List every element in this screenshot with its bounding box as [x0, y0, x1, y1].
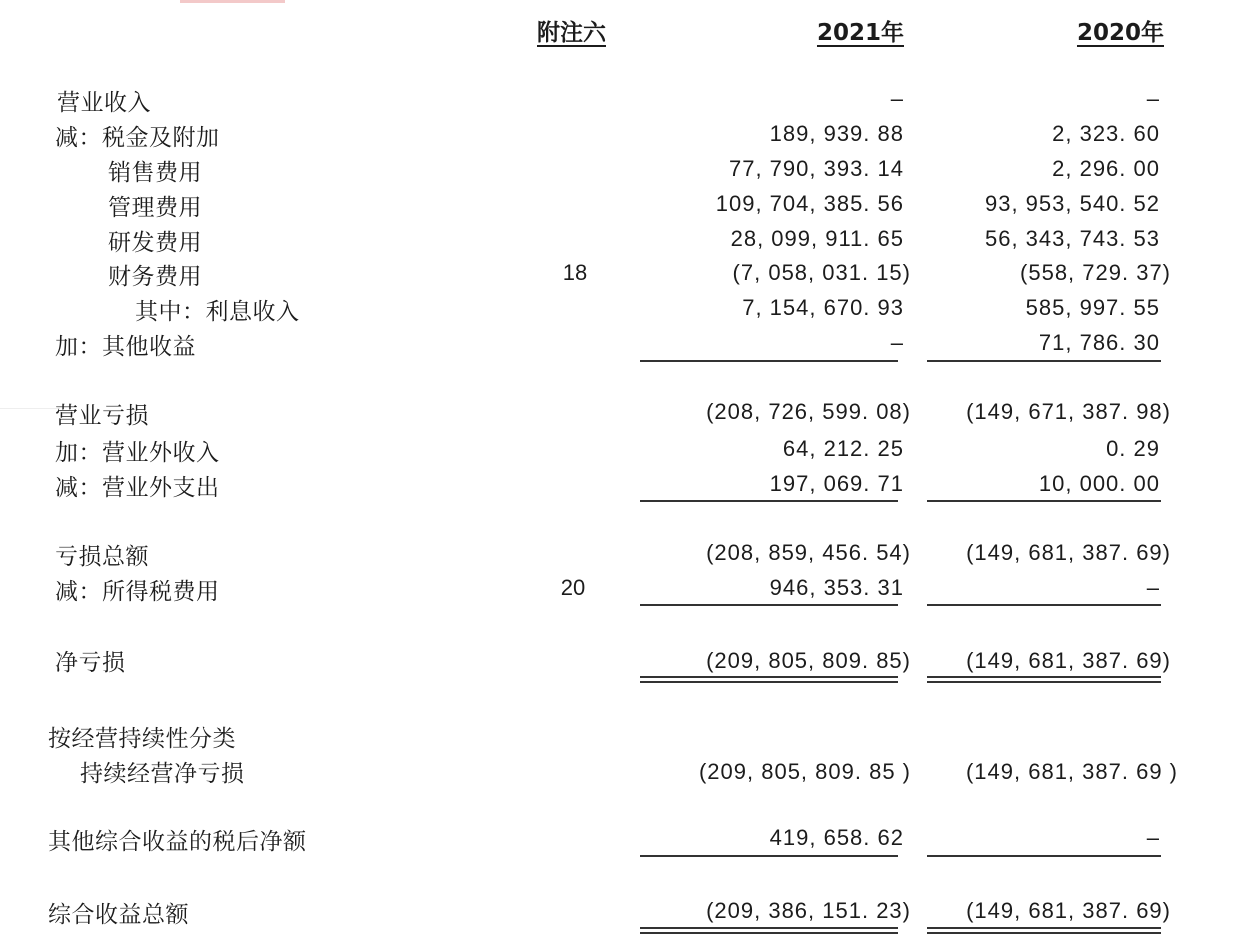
subtotal-rule-2021	[640, 604, 898, 606]
value-2021-admin-expenses: 109, 704, 385. 56	[715, 191, 904, 216]
value-2020-non-operating-income: 0. 29	[1106, 436, 1160, 461]
value-2020-other-income: 71, 786. 30	[1038, 330, 1160, 355]
header-note-column: 附注六	[537, 20, 606, 46]
value-2021-selling-expenses: 77, 790, 393. 14	[728, 156, 904, 181]
header-year-2021: 2021年	[816, 20, 904, 46]
row-label-income-tax: 减：所得税费用	[55, 579, 220, 605]
value-2020-selling-expenses: 2, 296. 00	[1052, 156, 1160, 181]
row-label-operating-loss: 营业亏损	[55, 403, 149, 429]
subtotal-rule-2020	[927, 855, 1161, 857]
scan-artifact-line	[0, 408, 60, 409]
total-double-rule-2020	[927, 676, 1161, 683]
row-label-interest-income: 其中：利息收入	[135, 299, 300, 325]
subtotal-rule-2021	[640, 500, 898, 502]
value-2021-rnd-expenses: 28, 099, 911. 65	[730, 226, 904, 251]
value-2020-continuing-ops-net-loss: (149, 681, 387. 69 )	[965, 759, 1178, 784]
row-label-net-loss: 净亏损	[55, 650, 126, 676]
row-label-finance-expenses: 财务费用	[108, 264, 202, 290]
value-2021-total-comprehensive-income: (209, 386, 151. 23)	[706, 898, 911, 923]
value-2020-non-operating-expenses: 10, 000. 00	[1038, 471, 1160, 496]
value-2020-income-tax: –	[1146, 575, 1160, 600]
note-ref-finance-expenses: 18	[562, 260, 588, 285]
row-label-non-operating-income: 加：营业外收入	[55, 440, 220, 466]
value-2020-admin-expenses: 93, 953, 540. 52	[984, 191, 1160, 216]
value-2020-revenue: –	[1146, 86, 1160, 111]
value-2021-oci-net-of-tax: 419, 658. 62	[769, 825, 904, 850]
value-2021-non-operating-expenses: 197, 069. 71	[769, 471, 904, 496]
value-2020-interest-income: 585, 997. 55	[1025, 295, 1160, 320]
row-label-total-loss: 亏损总额	[55, 544, 149, 570]
value-2020-taxes-surcharges: 2, 323. 60	[1052, 121, 1160, 146]
value-2021-net-loss: (209, 805, 809. 85)	[706, 648, 911, 673]
note-ref-income-tax: 20	[560, 575, 586, 600]
value-2021-interest-income: 7, 154, 670. 93	[742, 295, 904, 320]
value-2021-continuing-ops-net-loss: (209, 805, 809. 85 )	[698, 759, 911, 784]
subtotal-rule-2020	[927, 604, 1161, 606]
row-label-taxes-surcharges: 减：税金及附加	[55, 125, 220, 151]
value-2021-revenue: –	[890, 86, 904, 111]
value-2021-taxes-surcharges: 189, 939. 88	[769, 121, 904, 146]
total-double-rule-2021	[640, 927, 898, 934]
value-2020-net-loss: (149, 681, 387. 69)	[966, 648, 1171, 673]
subtotal-rule-2020	[927, 360, 1161, 362]
scan-mark	[180, 0, 285, 3]
value-2021-non-operating-income: 64, 212. 25	[782, 436, 904, 461]
total-double-rule-2021	[640, 676, 898, 683]
value-2021-finance-expenses: (7, 058, 031. 15)	[732, 260, 911, 285]
header-year-2020: 2020年	[1076, 20, 1164, 46]
row-label-continuing-ops-net-loss: 持续经营净亏损	[80, 761, 245, 787]
value-2020-total-loss: (149, 681, 387. 69)	[966, 540, 1171, 565]
row-label-oci-net-of-tax: 其他综合收益的税后净额	[48, 829, 307, 855]
value-2021-income-tax: 946, 353. 31	[769, 575, 904, 600]
row-label-revenue: 营业收入	[57, 90, 151, 116]
row-label-other-income: 加：其他收益	[55, 334, 196, 360]
row-label-total-comprehensive-income: 综合收益总额	[48, 902, 189, 928]
row-label-admin-expenses: 管理费用	[108, 195, 202, 221]
row-label-non-operating-expenses: 减：营业外支出	[55, 475, 220, 501]
value-2020-finance-expenses: (558, 729. 37)	[1020, 260, 1171, 285]
row-label-selling-expenses: 销售费用	[108, 160, 202, 186]
value-2020-rnd-expenses: 56, 343, 743. 53	[984, 226, 1160, 251]
value-2020-operating-loss: (149, 671, 387. 98)	[966, 399, 1171, 424]
value-2021-other-income: –	[890, 330, 904, 355]
subtotal-rule-2021	[640, 855, 898, 857]
section-heading-by-continuity: 按经营持续性分类	[48, 726, 236, 752]
value-2021-operating-loss: (208, 726, 599. 08)	[706, 399, 911, 424]
subtotal-rule-2021	[640, 360, 898, 362]
value-2021-total-loss: (208, 859, 456. 54)	[706, 540, 911, 565]
value-2020-total-comprehensive-income: (149, 681, 387. 69)	[966, 898, 1171, 923]
row-label-rnd-expenses: 研发费用	[108, 230, 202, 256]
total-double-rule-2020	[927, 927, 1161, 934]
value-2020-oci-net-of-tax: –	[1146, 825, 1160, 850]
subtotal-rule-2020	[927, 500, 1161, 502]
